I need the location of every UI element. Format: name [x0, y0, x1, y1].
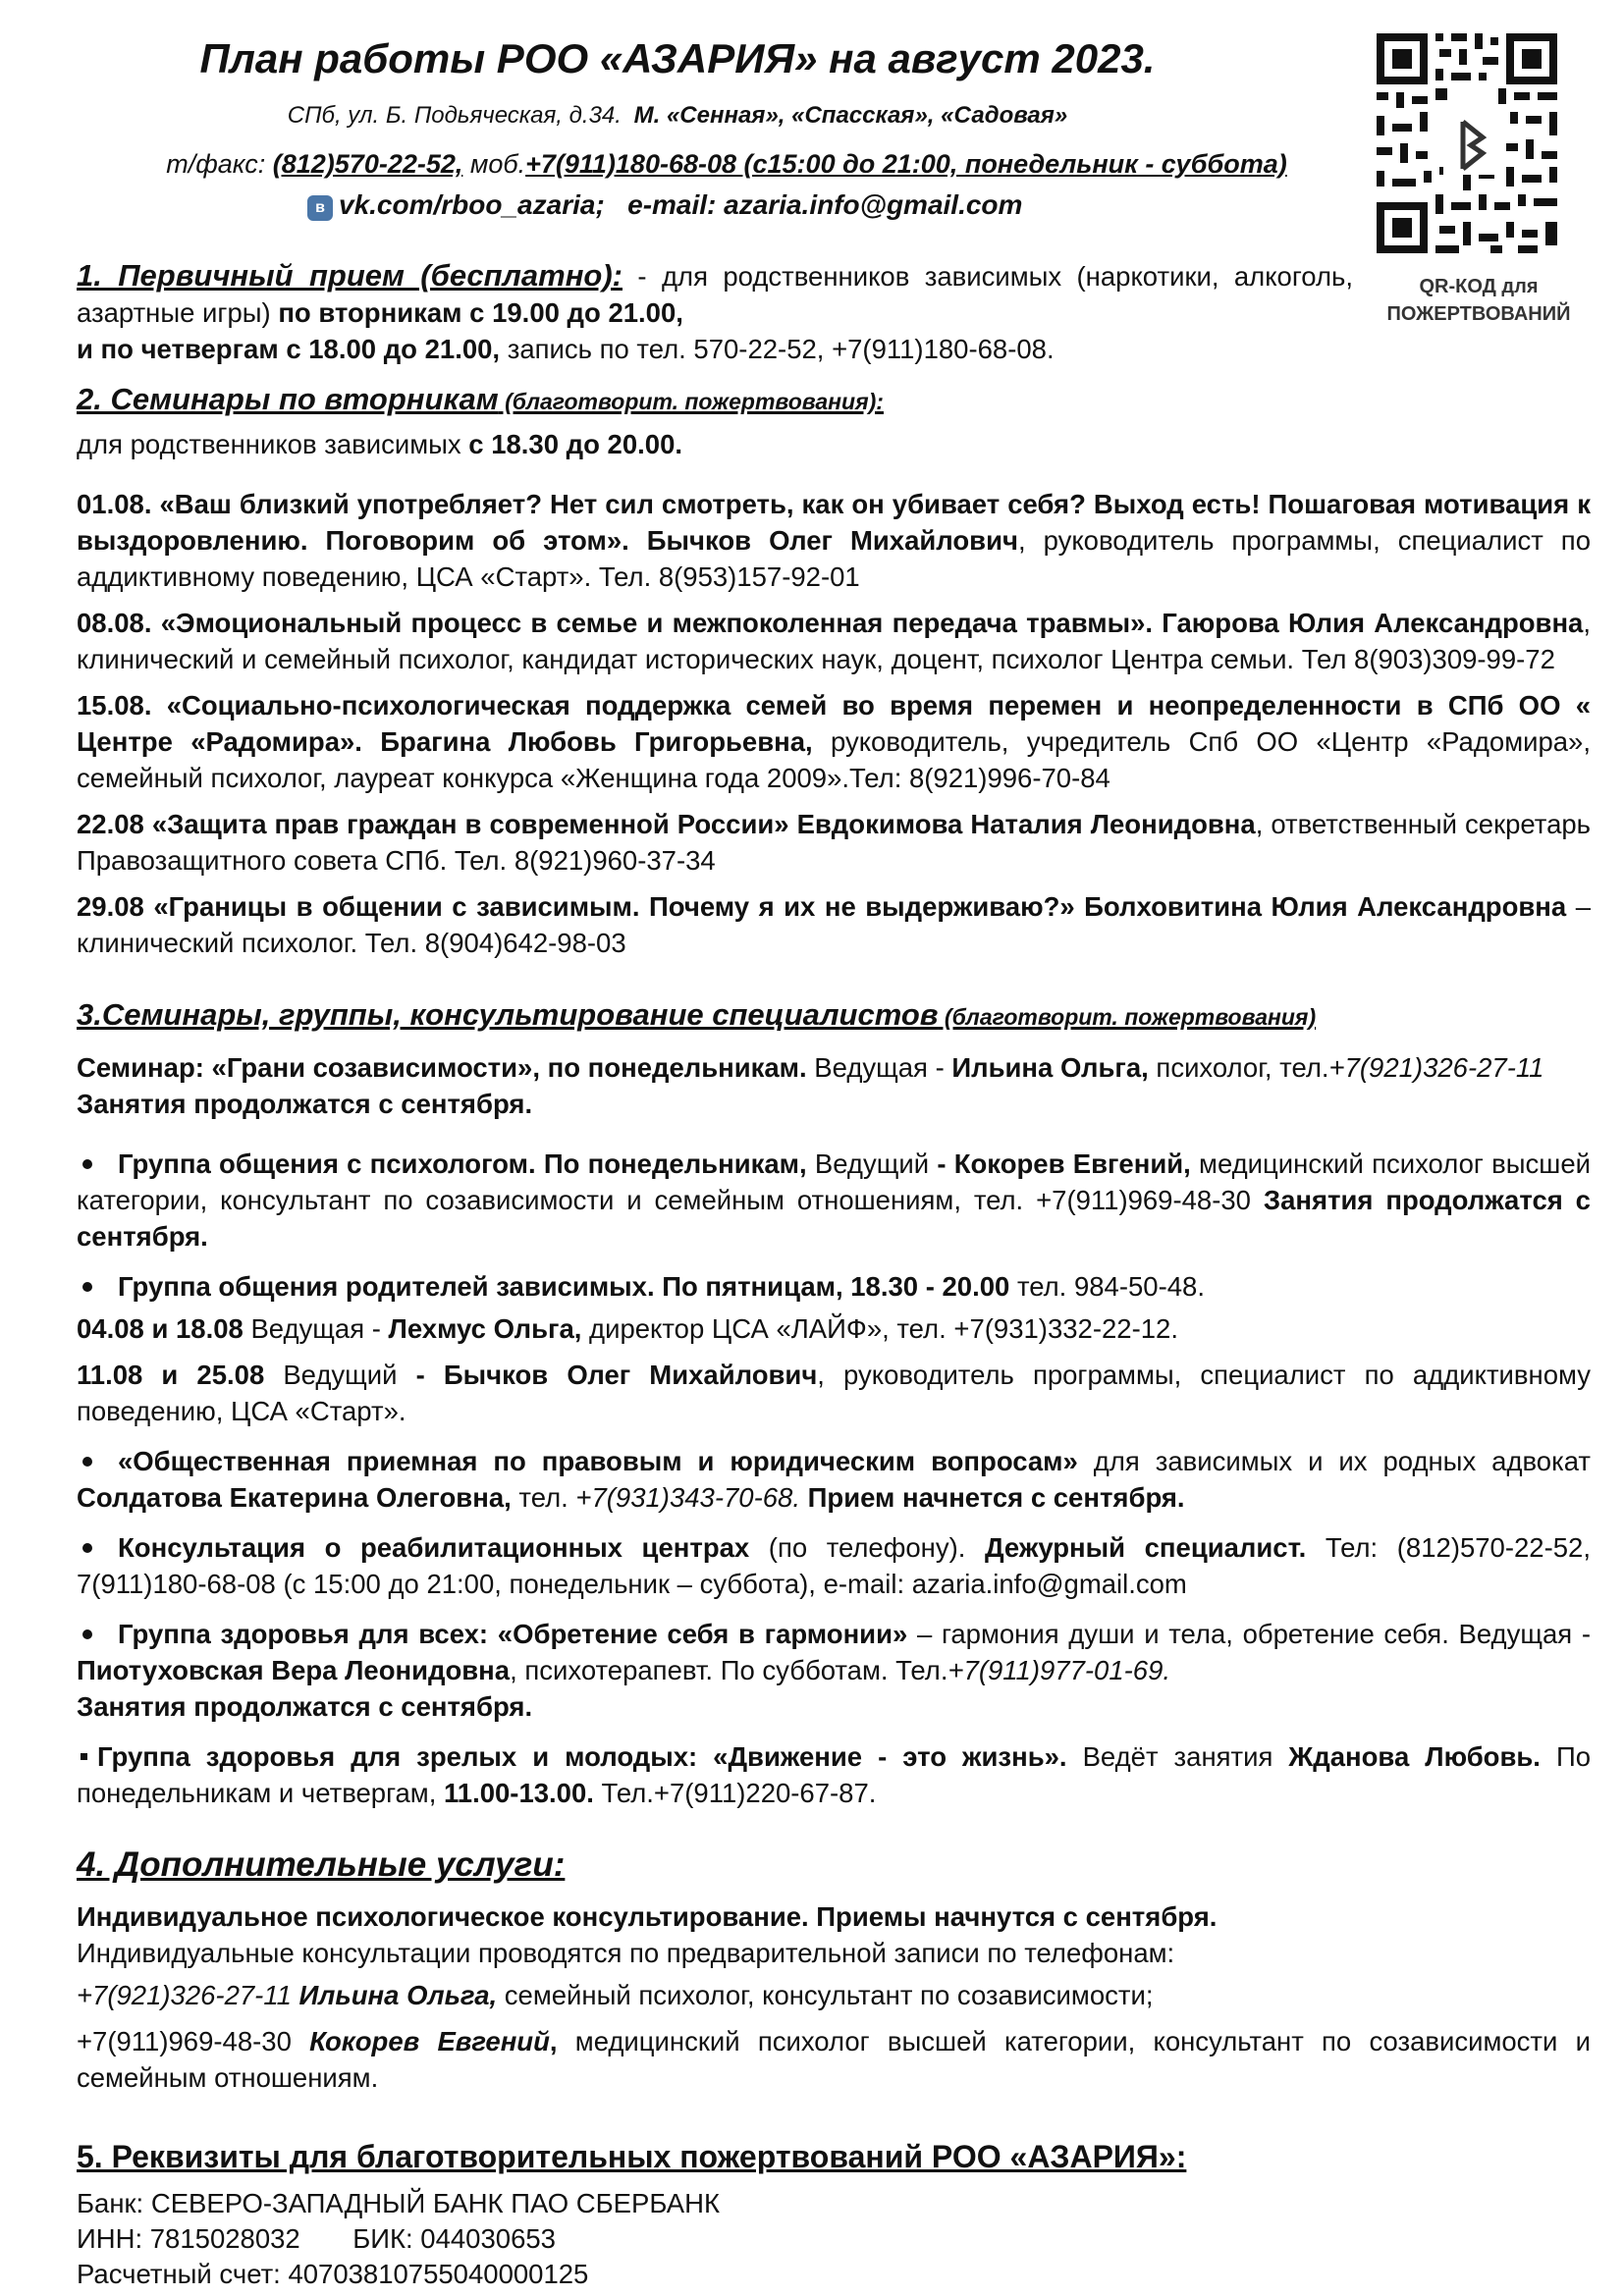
consultant-text: семейный психолог, консультант по созависимости;: [497, 1980, 1154, 2010]
group-title: Группа здоровья для всех: «Обретение себя в гармонии»: [118, 1619, 908, 1649]
leader-name: - Кокорев Евгений,: [937, 1148, 1191, 1179]
seminar-title: 15.08. «Социально-психологическая поддержка семей во время перемен и неопределенности в СПб ОО « Центре «Радомира». Брагина Любовь Григорьевна,: [77, 690, 1591, 757]
email-link[interactable]: e-mail: azaria.info@gmail.com: [627, 189, 1023, 220]
group-text: Ведущий: [806, 1148, 938, 1179]
group-text: Ведущий: [264, 1360, 416, 1390]
address-line: [108, 102, 1247, 130]
seminar-details: – клинический психолог. Тел. 8(904)642-98-03: [77, 891, 1591, 958]
group-text: , руководитель программы, специалист по аддиктивному поведению, ЦСА «Старт».: [77, 1360, 1591, 1426]
bank-inn-bik: ИНН: 7815028032 БИК: 044030653: [77, 2223, 556, 2254]
group-title: Семинар: «Грани созависимости», по понедельникам.: [77, 1052, 807, 1083]
bullet-icon: [82, 1282, 92, 1292]
seminar-title: 29.08 «Границы в общении с зависимым. Почему я их не выдерживаю?» Болховитина Юлия Александровна: [77, 891, 1567, 922]
duty-specialist: Дежурный специалист.: [984, 1532, 1307, 1563]
intro-time: с 18.30 до 20.00.: [468, 429, 683, 459]
group-text: психолог, тел.: [1148, 1052, 1329, 1083]
consultant-name: Ильина Ольга,: [291, 1980, 498, 2010]
session-dates: 04.08 и 18.08: [77, 1313, 244, 1344]
group-text: медицинский психолог высшей категории, консультант по созависимости и семейным отношениям, тел. +7(911)969-48-30: [77, 1148, 1591, 1215]
section-5-heading-line: [77, 2139, 1591, 2176]
address: СПб, ул. Б. Подьяческая, д.34.: [287, 102, 622, 129]
mobile-prefix: моб.: [462, 149, 526, 179]
intro-text: для родственников зависимых: [77, 429, 469, 459]
section-1-schedule: по вторникам с 19.00 до 21.00,: [278, 297, 683, 328]
consultant-phone: +7(911)969-48-30: [77, 2026, 310, 2056]
seminar-details: , ответственный секретарь Правозащитного совета СПб. Тел. 8(921)960-37-34: [77, 809, 1591, 876]
page-title: План работы РОО «АЗАРИЯ» на август 2023.: [199, 35, 1156, 81]
section-3-heading-note: [939, 997, 1317, 1032]
continuation-note: Прием начнется с сентября.: [799, 1482, 1185, 1513]
bullet-icon: [82, 1159, 92, 1169]
continuation-note: Занятия продолжатся с сентября.: [77, 1691, 533, 1722]
leader-name: Солдатова Екатерина Олеговна,: [77, 1482, 512, 1513]
seminar-title: 01.08. «Ваш близкий употребляет? Нет сил смотреть, как он убивает себя? Выход есть! Пошаговая мотивация к выздоровлению. Поговорим об этом». Бычков Олег Михайлович: [77, 489, 1591, 556]
section-5-heading: 5. Реквизиты для благотворительных пожертвований РОО «АЗАРИЯ»:: [77, 2139, 1187, 2174]
heading-note: (благотворит. пожертвования):: [498, 389, 884, 414]
seminar-details: руководитель, учредитель Спб ОО «Центр «Радомира», семейный психолог, лауреат конкурса «Женщина года 2009».Тел: 8(921)996-70-84: [77, 726, 1591, 793]
session-dates: 11.08 и 25.08: [77, 1360, 265, 1390]
consultant-text: медицинский психолог высшей категории, консультант по созависимости и семейным отношениям.: [77, 2026, 1591, 2093]
group-text: Тел: (812)570-22-52, 7(911)180-68-08 (с 15:00 до 21:00, понедельник – суббота), e-mail: azaria.info@gmail.com: [77, 1532, 1591, 1599]
phone-line: [108, 149, 1345, 180]
group-item: [77, 1529, 1591, 1602]
qr-caption-line: ПОЖЕРТВОВАНИЙ: [1386, 303, 1571, 325]
group-text: Ведущая -: [243, 1313, 389, 1344]
group-item: [77, 1616, 1591, 1725]
group-text: Ведущая -: [806, 1052, 952, 1083]
section-4-heading: 4. Дополнительные услуги:: [77, 1845, 566, 1884]
section-4-line: [77, 1898, 1591, 1971]
leader-phone: +7(921)326-27-11: [1328, 1052, 1544, 1083]
leader-name: Лехмус Ольга,: [388, 1313, 582, 1344]
vk-link[interactable]: vk.com/rboo_azaria;: [339, 189, 605, 220]
leader-name: Ильина Ольга,: [951, 1052, 1149, 1083]
section-3-heading: 3.Семинары, группы, консультирование специалистов: [77, 997, 939, 1032]
qr-caption-line: QR-КОД для: [1419, 276, 1539, 297]
group-title: Группа общения родителей зависимых. По пятницам, 18.30 - 20.00: [118, 1271, 1010, 1302]
consultant-name: Кокорев Евгений: [309, 2026, 550, 2056]
mobile-link[interactable]: +7(911)180-68-08 (с15:00 до 21:00, понедельник - суббота): [525, 149, 1287, 179]
group-text: , психотерапевт. По субботам. Тел.: [510, 1655, 948, 1685]
seminar-item: [77, 888, 1591, 961]
section-1-text: - для родственников зависимых (наркотики, алкоголь, азартные игры): [77, 261, 1353, 328]
bank-account: Расчетный счет: 40703810755040000125: [77, 2259, 589, 2289]
consult-text: Индивидуальные консультации проводятся по предварительной записи по телефонам:: [77, 1938, 1175, 1968]
group-text: для зависимых и их родных адвокат: [1077, 1446, 1592, 1476]
qr-code-icon: [1373, 29, 1561, 257]
consultant-item: [77, 2023, 1591, 2096]
section-4-heading-line: [77, 1846, 1591, 1885]
group-session: [77, 1357, 1591, 1429]
bullet-icon: [82, 1543, 92, 1553]
leader-phone: +7(911)977-01-69.: [947, 1655, 1171, 1685]
group-text: тел. 984-50-48.: [1009, 1271, 1205, 1302]
square-bullet-icon: [81, 1753, 87, 1760]
phone-link[interactable]: (812)570-22-52,: [272, 149, 463, 179]
leader-name: Жданова Любовь.: [1288, 1741, 1541, 1772]
group-session: [77, 1310, 1591, 1347]
group-text: (по телефону).: [749, 1532, 985, 1563]
contact-line: [307, 189, 1022, 221]
group-title: Консультация о реабилитационных центрах: [118, 1532, 750, 1563]
consult-title: Индивидуальное психологическое консультирование. Приемы начнутся с сентября.: [77, 1901, 1218, 1932]
heading-note: (благотворит. пожертвования): [938, 1004, 1317, 1030]
section-2-intro: [77, 426, 1591, 462]
document-body: [77, 257, 1591, 2292]
section-1-heading: 1. Первичный прием (бесплатно):: [77, 258, 623, 293]
seminar-item: [77, 806, 1591, 879]
section-2-heading-line: [77, 381, 1591, 420]
bullet-icon: [82, 1457, 92, 1467]
group-item: [77, 1146, 1591, 1255]
seminar-title: 08.08. «Эмоциональный процесс в семье и межпоколенная передача травмы». Гаюрова Юлия Александровна: [77, 608, 1584, 638]
section-1-schedule: и по четвергам с 18.00 до 21.00,: [77, 334, 501, 364]
group-text: – гармония души и тела, обретение себя. Ведущая -: [907, 1619, 1592, 1649]
group-text: Ведёт занятия: [1066, 1741, 1289, 1772]
leader-phone: +7(931)343-70-68.: [575, 1482, 800, 1513]
section-1-text: запись по тел. 570-22-52, +7(911)180-68-08.: [500, 334, 1055, 364]
group-title: Группа здоровья для зрелых и молодых: «Движение - это жизнь».: [97, 1741, 1067, 1772]
group-title: Группа общения с психологом. По понедельникам,: [118, 1148, 807, 1179]
group-title: «Общественная приемная по правовым и юридическим вопросам»: [118, 1446, 1078, 1476]
section-3-heading-line: [77, 996, 1591, 1036]
continuation-note: Занятия продолжатся с сентября.: [77, 1089, 533, 1119]
phone-prefix: т/факс:: [166, 149, 273, 179]
leader-name: Пиотуховская Вера Леонидовна: [77, 1655, 511, 1685]
section-2-heading-note: [499, 382, 884, 416]
group-text: По понедельникам и четвергам,: [77, 1741, 1592, 1808]
seminar-details: , клинический и семейный психолог, кандидат исторических наук, доцент, психолог Центра семьи. Тел 8(903)309-99-72: [77, 608, 1591, 674]
bank-details: [77, 2186, 1591, 2292]
seminar-details: , руководитель программы, специалист по аддиктивному поведению, ЦСА «Старт». Тел. 8(953)157-92-01: [77, 525, 1591, 592]
bullet-icon: [82, 1629, 92, 1639]
metro-stations: М. «Сенная», «Спасская», «Садовая»: [633, 102, 1068, 129]
group-time: 11.00-13.00.: [444, 1778, 594, 1808]
seminar-item: [77, 687, 1591, 796]
seminar-item: [77, 486, 1591, 595]
group-text: Тел.+7(911)220-67-87.: [593, 1778, 877, 1808]
comma: ,: [549, 2026, 558, 2056]
vk-icon: в: [307, 195, 333, 221]
section-1: [77, 257, 1353, 331]
group-item: [77, 1268, 1591, 1305]
seminar-codependency: [77, 1049, 1591, 1122]
consultant-phone: +7(921)326-27-11: [77, 1980, 292, 2010]
section-2-heading: 2. Семинары по вторникам: [77, 382, 499, 416]
consultant-item: [77, 1977, 1591, 2013]
seminar-title: 22.08 «Защита прав граждан в современной России» Евдокимова Наталия Леонидовна: [77, 809, 1256, 839]
group-text: тел.: [511, 1482, 576, 1513]
group-text: директор ЦСА «ЛАЙФ», тел. +7(931)332-22-12.: [581, 1313, 1178, 1344]
group-item: [77, 1738, 1591, 1811]
leader-name: - Бычков Олег Михайлович: [415, 1360, 818, 1390]
section-1-line: [77, 331, 1591, 367]
continuation-note: Занятия продолжатся с сентября.: [77, 1185, 1591, 1252]
group-item: [77, 1443, 1591, 1516]
seminar-item: [77, 605, 1591, 677]
bank-name: Банк: СЕВЕРО-ЗАПАДНЫЙ БАНК ПАО СБЕРБАНК: [77, 2188, 721, 2218]
